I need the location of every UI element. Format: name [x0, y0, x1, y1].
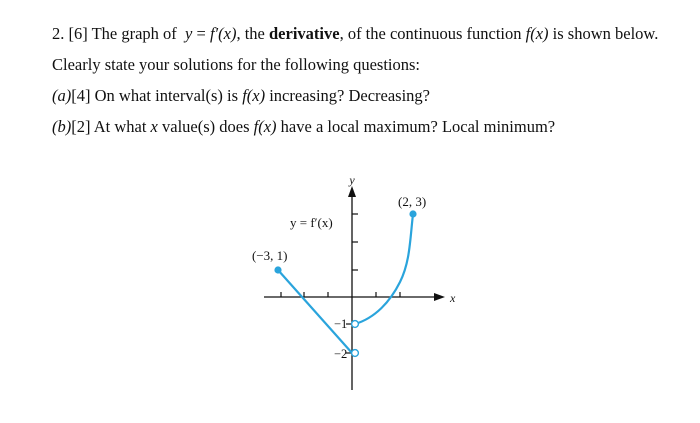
part-b-text2: value(s) does: [162, 117, 250, 136]
curve-label: y = f′(x): [290, 215, 333, 230]
point-open-neg1: [352, 321, 359, 328]
point-right-label: (2, 3): [398, 194, 427, 209]
part-a: [52, 80, 692, 111]
question-line-2: Clearly state your solutions for the following questions:: [52, 55, 420, 74]
derivative-line-segment: [278, 270, 352, 353]
point-closed-left: [274, 266, 281, 273]
question-points: [6]: [68, 24, 88, 43]
expr-y: y: [185, 24, 193, 43]
part-b-func: f(x): [253, 117, 277, 136]
part-b-text1: At what: [93, 117, 147, 136]
part-a-text1: On what interval(s) is: [94, 86, 239, 105]
part-a-points: [4]: [71, 86, 91, 105]
point-open-neg2: [352, 350, 359, 357]
tick-label-neg1: −1: [334, 317, 348, 331]
part-b-label: (b): [52, 117, 72, 136]
expr-comma: ,: [236, 24, 241, 43]
part-b-text3: have a local maximum? Local minimum?: [280, 117, 556, 136]
point-left-label: (−3, 1): [252, 248, 288, 263]
question-rest: , of the continuous function: [339, 24, 522, 43]
part-a-text2: increasing? Decreasing?: [269, 86, 431, 105]
y-axis-arrow: [348, 186, 356, 197]
y-axis-label: y: [349, 173, 355, 187]
question-block: [52, 18, 692, 142]
expr-eq: =: [196, 24, 206, 43]
tick-label-neg2: −2: [334, 347, 348, 361]
func-fx: f(x): [525, 24, 549, 43]
derivative-curve-segment: [355, 214, 413, 324]
x-axis-arrow: [434, 293, 445, 301]
part-b: [52, 111, 692, 142]
part-b-var: x: [150, 117, 158, 136]
x-axis-label: x: [450, 291, 456, 305]
the-word: the: [244, 24, 265, 43]
question-line-1: [52, 18, 692, 49]
point-closed-right: [409, 210, 416, 217]
part-b-points: [2]: [71, 117, 91, 136]
derivative-word: derivative: [269, 24, 340, 43]
part-a-func: f(x): [242, 86, 266, 105]
derivative-graph: [240, 172, 470, 402]
question-number: 2.: [52, 24, 65, 43]
expr-fprime: f′(x): [209, 24, 237, 43]
question-intro: The graph of: [91, 24, 177, 43]
part-a-label: (a): [52, 86, 72, 105]
question-tail: is shown below.: [552, 24, 659, 43]
